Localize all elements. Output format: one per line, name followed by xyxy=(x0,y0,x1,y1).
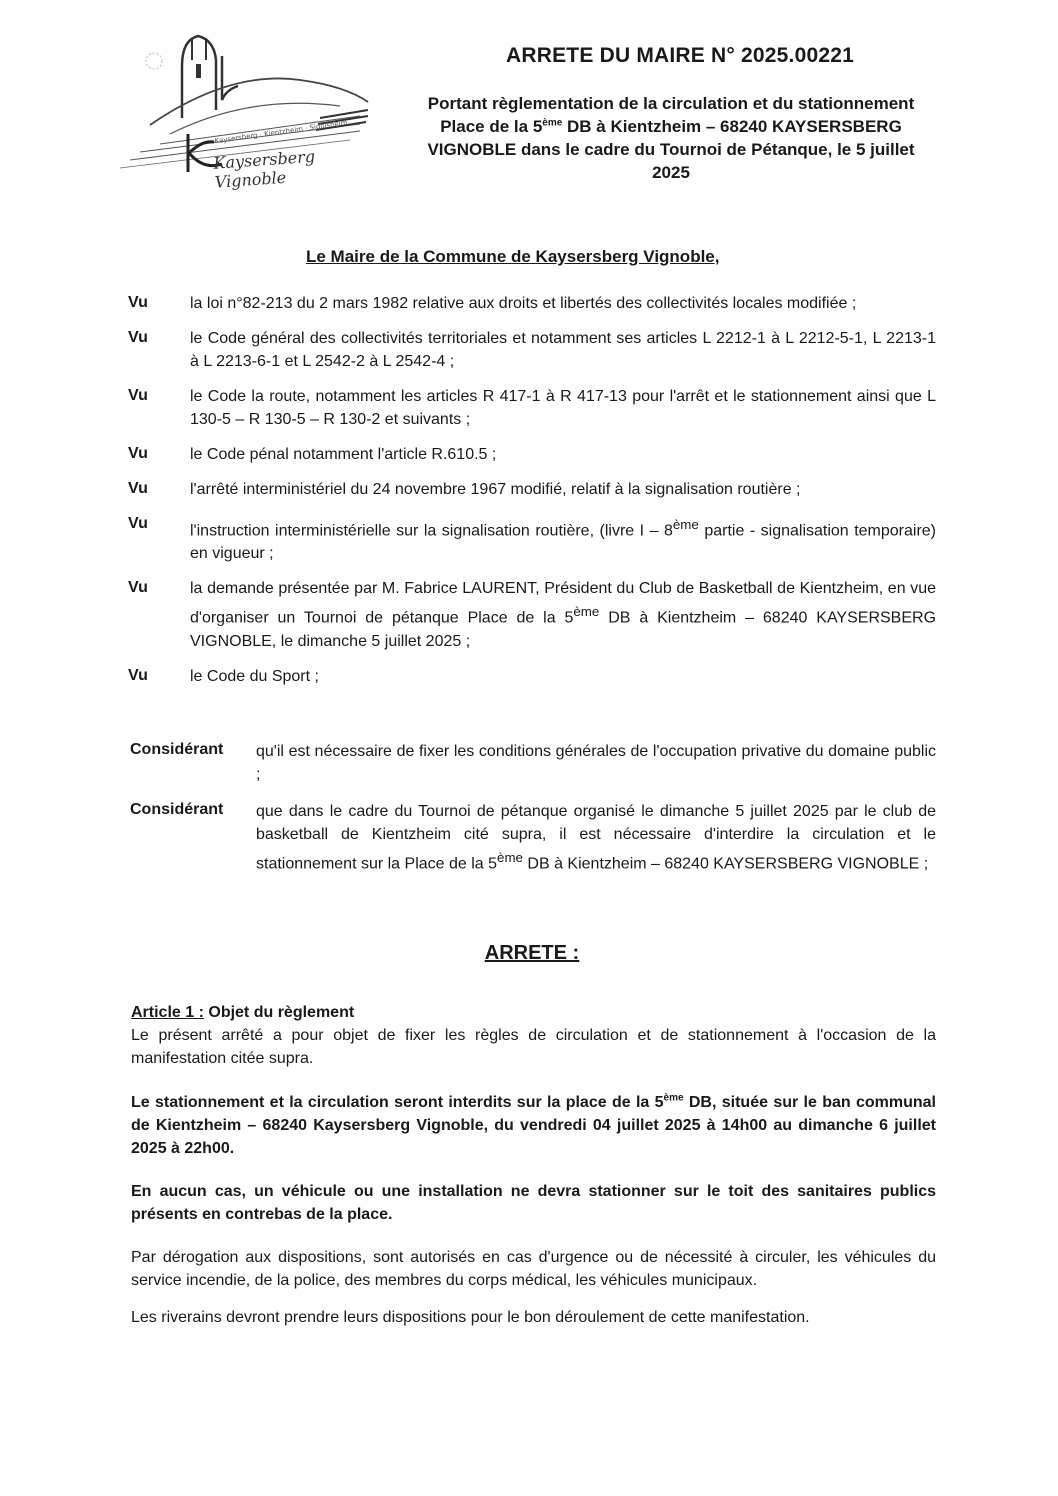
vu-text: le Code du Sport ; xyxy=(190,667,319,685)
vu-text: le Code général des collectivités territoriales et notamment ses articles L 2212-1 à L 2212-5-1, L 2213-1 à L 2213-6-1 et L 2542-2 à L 2542-4 ; xyxy=(190,330,936,370)
kaysersberg-vignoble-logo xyxy=(110,30,380,192)
considerant-text: qu'il est nécessaire de fixer les conditions générales de l'occupation privative du domaine public ; xyxy=(256,743,936,783)
vu-item xyxy=(128,292,936,315)
considerant-label: Considérant xyxy=(130,801,224,818)
considerant-text: que dans le cadre du Tournoi de pétanque organisé le dimanche 5 juillet 2025 par le club de basketball de Kientzheim cité supra, il est nécessaire d'interdire la circulation et le stationnement sur la Place de la 5ème DB à Kientzheim – 68240 KAYSERSBERG VIGNOBLE ; xyxy=(256,803,936,873)
vu-item xyxy=(128,327,936,373)
logo-wordmark: Kaysersberg Vignoble xyxy=(212,146,316,192)
decree-subtitle xyxy=(376,92,966,184)
decree-title: ARRETE DU MAIRE N° 2025.00221 xyxy=(506,44,854,67)
subtitle-line-1: Portant règlementation de la circulation et du stationnement xyxy=(427,94,915,113)
vu-text: la demande présentée par M. Fabrice LAURENT, Président du Club de Basketball de Kientzheim, en vue d'organiser un Tournoi de pétanque Place de la 5ème DB à Kientzheim – 68240 KAYSERSBERG VIGNOBLE, le dimanche 5 juillet 2025 ; xyxy=(190,580,937,650)
subtitle-line-2: Place de la 5ème DB à Kientzheim – 68240 KAYSERSBERG xyxy=(440,117,902,136)
subtitle-line-3: VIGNOBLE dans le cadre du Tournoi de Pétanque, le 5 juillet xyxy=(427,140,915,159)
vu-list xyxy=(128,292,936,700)
vu-label: Vu xyxy=(128,329,148,346)
vu-label: Vu xyxy=(128,666,148,684)
vu-text: le Code pénal notamment l'article R.610.5 ; xyxy=(190,446,497,463)
considerant-item xyxy=(130,800,936,875)
arrete-heading: ARRETE : xyxy=(484,942,580,964)
vu-item xyxy=(128,665,936,688)
vu-label: Vu xyxy=(128,445,148,462)
vu-item xyxy=(128,577,936,652)
vu-text: le Code la route, notamment les articles R 417-1 à R 417-13 pour l'arrêt et le stationnement ainsi que L 130-5 – R 130-5 – R 130-2 et suivants ; xyxy=(190,388,936,428)
vu-text: l'instruction interministérielle sur la signalisation routière, (livre I – 8ème partie - signalisation temporaire) en vigueur ; xyxy=(190,517,937,563)
article-title: Article 1 : Objet du règlement xyxy=(131,1004,355,1021)
vu-label: Vu xyxy=(128,480,148,497)
considerant-list xyxy=(130,740,936,889)
vu-item xyxy=(128,513,936,565)
vu-item xyxy=(128,478,936,501)
article-paragraph-bold: En aucun cas, un véhicule ou une installation ne devra stationner sur le toit des sanitaires publics présents en contrebas de la place. xyxy=(131,1183,936,1223)
vu-label: Vu xyxy=(128,294,148,311)
vu-text: la loi n°82-213 du 2 mars 1982 relative aux droits et libertés des collectivités locales modifiée ; xyxy=(190,295,857,312)
considerant-item xyxy=(130,740,936,786)
vu-label: Vu xyxy=(128,387,148,404)
article-paragraph: Par dérogation aux dispositions, sont autorisés en cas d'urgence ou de nécessité à circuler, les véhicules du service incendie, de la police, des membres du corps médical, les véhicules municipaux. xyxy=(131,1249,936,1289)
vu-item xyxy=(128,443,936,466)
logo-villages-text: Kaysersberg · Kientzheim · Sigolsheim xyxy=(214,118,348,146)
vu-label: Vu xyxy=(128,515,148,532)
subtitle-line-4: 2025 xyxy=(652,163,690,182)
vu-item xyxy=(128,385,936,431)
article-paragraph: Le présent arrêté a pour objet de fixer les règles de circulation et de stationnement à l'occasion de la manifestation citée supra. xyxy=(131,1027,936,1067)
article-paragraph-bold: Le stationnement et la circulation seront interdits sur la place de la 5ème DB, située sur le ban communal de Kientzheim – 68240 Kaysersberg Vignoble, du vendredi 04 juillet 2025 à 14h00 au dimanche 6 juillet 2025 à 22h00. xyxy=(131,1092,936,1157)
article-1 xyxy=(131,1002,936,1329)
vu-label: Vu xyxy=(128,579,148,597)
considerant-label: Considérant xyxy=(130,741,224,758)
mayor-authority-heading: Le Maire de la Commune de Kaysersberg Vignoble, xyxy=(306,247,720,266)
vu-text: l'arrêté interministériel du 24 novembre 1967 modifié, relatif à la signalisation routière ; xyxy=(190,481,801,498)
article-paragraph: Les riverains devront prendre leurs dispositions pour le bon déroulement de cette manifestation. xyxy=(131,1309,810,1326)
